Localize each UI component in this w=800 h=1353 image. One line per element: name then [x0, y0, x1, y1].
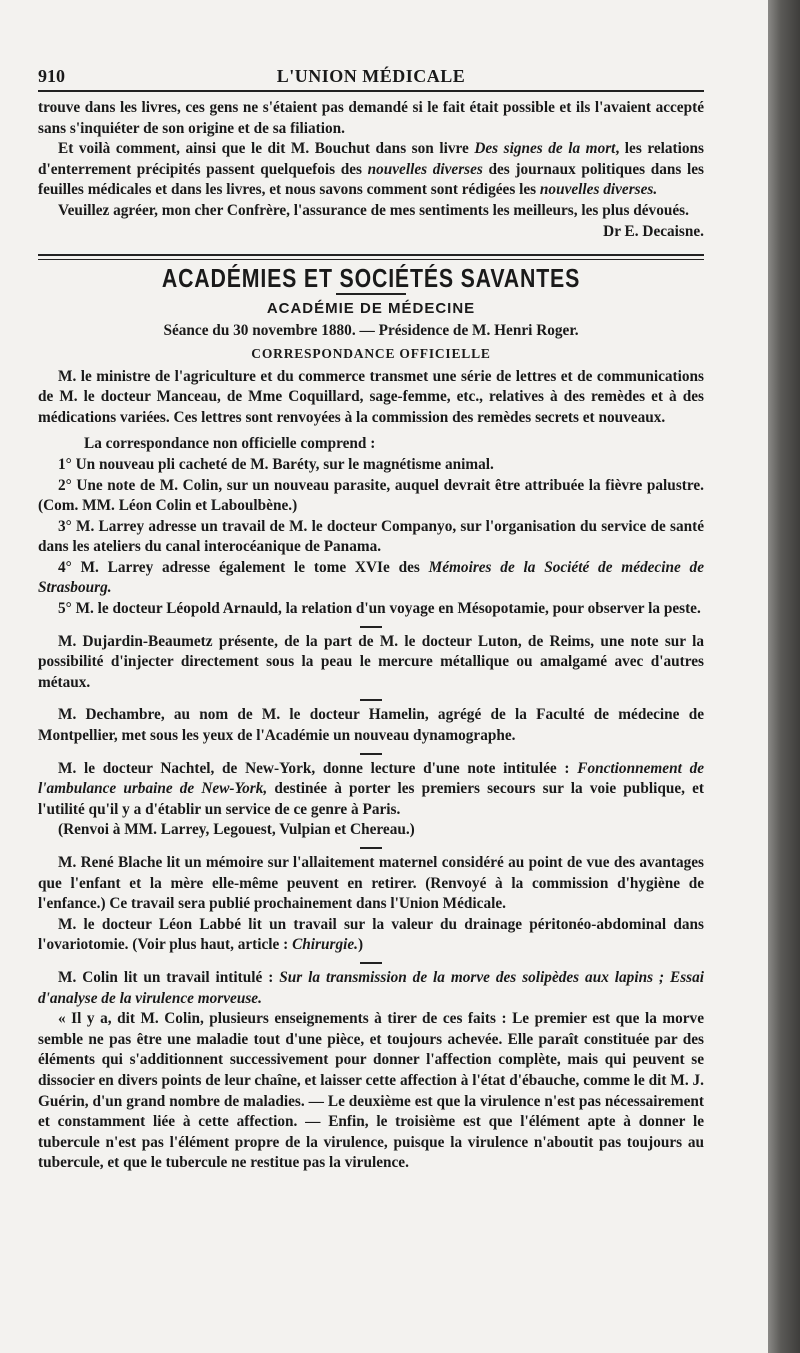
- paragraph: (Renvoi à MM. Larrey, Legouest, Vulpian et Chereau.): [58, 821, 415, 839]
- page-header: [38, 64, 704, 92]
- divider: [360, 962, 382, 964]
- divider: [360, 699, 382, 701]
- signature: Dr E. Decaisne.: [603, 222, 704, 240]
- list-item: 4° M. Larrey adresse également le tome XVIe des Mémoires de la Société de médecine de Strasbourg.: [38, 558, 704, 597]
- session-line: Séance du 30 novembre 1880. — Présidence de M. Henri Roger.: [163, 322, 579, 340]
- paragraph: M. Colin lit un travail intitulé : Sur la transmission de la morve des solipèdes aux lapins ; Essai d'analyse de la virulence morveuse.: [38, 968, 704, 1007]
- paragraph: M. le ministre de l'agriculture et du commerce transmet une série de lettres et de communications de M. le docteur Manceau, de Mme Coquillard, sage-femme, etc., relatives à des remèdes et à des médications variées. Ces lettres sont renvoyées à la commission des remèdes secrets et nouveaux.: [38, 367, 704, 426]
- list-item: 5° M. le docteur Léopold Arnauld, la relation d'un voyage en Mésopotamie, pour observer la peste.: [58, 600, 701, 618]
- divider: [360, 626, 382, 628]
- paragraph: Veuillez agréer, mon cher Confrère, l'assurance de mes sentiments les meilleurs, les plus dévoués.: [58, 201, 689, 219]
- page-content: [38, 64, 704, 1174]
- paragraph: M. le docteur Léon Labbé lit un travail sur la valeur du drainage péritonéo-abdominal dans l'ovariotomie. (Voir plus haut, article : Chirurgie.): [38, 915, 704, 954]
- list-item: 3° M. Larrey adresse un travail de M. le docteur Companyo, sur l'organisation du service de santé dans les ateliers du canal interocéanique de Panama.: [38, 517, 704, 556]
- paragraph: M. le docteur Nachtel, de New-York, donne lecture d'une note intitulée : Fonctionnement de l'ambulance urbaine de New-York, destinée à porter les premiers secours sur la voie publique, et l'utilité qu'il y a d'établir un service de ce genre à Paris.: [38, 759, 705, 818]
- page-number: 910: [38, 66, 65, 86]
- subsection-title: CORRESPONDANCE OFFICIELLE: [251, 345, 491, 361]
- paragraph: La correspondance non officielle comprend :: [84, 435, 376, 453]
- list-item: 2° Une note de M. Colin, sur un nouveau parasite, auquel devrait être attribuée la fièvre palustre. (Com. MM. Léon Colin et Laboulbène.): [38, 476, 704, 515]
- book-spine-shadow: [768, 0, 800, 1353]
- section-divider: [38, 254, 704, 260]
- divider: [360, 753, 382, 755]
- paragraph: « Il y a, dit M. Colin, plusieurs enseignements à tirer de ces faits : Le premier est que la morve semble ne pas être une maladie tout d'une pièce, et toujours achevée. Elle paraît constituée par des éléments qui s'additionnent successivement pour donner l'affection complète, mais qui peuvent se dissocier en divers points de leur chaîne, et laisser cette affection à l'état d'ébauche, comme le dit M. J. Guérin, d'un grand nombre de maladies. — Le deuxième est que la virulence n'est pas nécessairement et constamment liée à cette affection. — Enfin, le troisième est que l'élément apte à donner le tubercule n'est pas l'élément propre de la virulence, puisque la virulence n'aboutit pas toujours au tubercule, et que le tubercule ne restitue pas la virulence.: [38, 1010, 704, 1172]
- divider: [360, 847, 382, 849]
- paragraph: M. René Blache lit un mémoire sur l'allaitement maternel considéré au point de vue des avantages que l'enfant et la mère elle-même peuvent en retirer. (Renvoyé à la commission d'hygiène de l'enfance.) Ce travail sera publié prochainement dans l'Union Médicale.: [38, 854, 704, 913]
- signature-line: [38, 222, 704, 243]
- running-head: L'UNION MÉDICALE: [276, 66, 466, 86]
- academy-title: ACADÉMIE DE MÉDECINE: [266, 299, 476, 317]
- paragraph: M. Dechambre, au nom de M. le docteur Hamelin, agrégé de la Faculté de médecine de Montpellier, met sous les yeux de l'Académie un nouveau dynamographe.: [38, 706, 704, 745]
- paragraph: trouve dans les livres, ces gens ne s'étaient pas demandé si le fait était possible et ils l'avaient accepté sans s'inquiéter de son origine et de sa filiation.: [38, 99, 704, 137]
- paragraph: Et voilà comment, ainsi que le dit M. Bouchut dans son livre Des signes de la mort, les relations d'enterrement précipités passent quelquefois des nouvelles diverses des journaux politiques dans les feuilles médicales et dans les livres, et nous savons comment sont rédigées les nouvelles diverses.: [38, 140, 705, 199]
- section-title: ACADÉMIES ET SOCIÉTÉS SAVANTES: [161, 263, 581, 294]
- paragraph: M. Dujardin-Beaumetz présente, de la part de M. le docteur Luton, de Reims, une note sur la possibilité d'injecter directement sous la peau le mercure métallique ou amalgamé avec d'autres métaux.: [38, 632, 704, 691]
- list-item: 1° Un nouveau pli cacheté de M. Baréty, sur le magnétisme animal.: [58, 455, 494, 473]
